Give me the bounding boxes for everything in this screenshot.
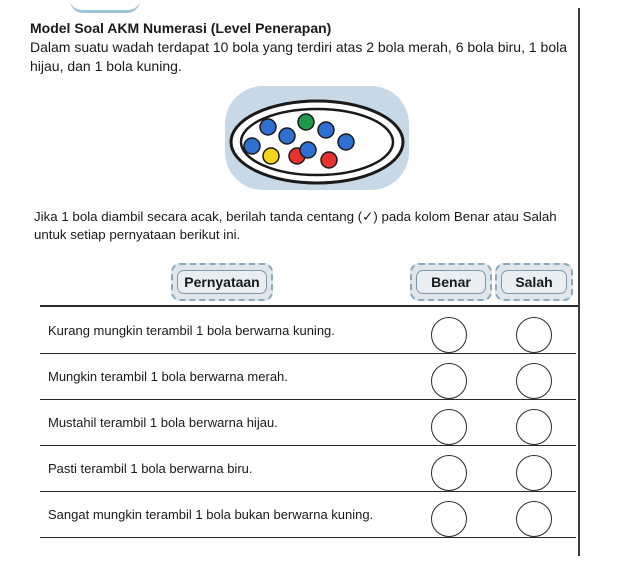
blue-ball	[244, 138, 260, 154]
intro-line: hijau, dan 1 bola kuning.	[30, 58, 182, 74]
salah-checkbox[interactable]	[516, 317, 552, 353]
statement-text: Sangat mungkin terambil 1 bola bukan berwarna kuning.	[48, 507, 374, 522]
blue-ball	[318, 122, 334, 138]
header-benar	[410, 263, 492, 301]
yellow-ball	[263, 148, 279, 164]
benar-checkbox[interactable]	[431, 501, 467, 537]
page-title: Model Soal AKM Numerasi (Level Penerapan)	[30, 20, 332, 36]
bowl-inner-rim	[241, 109, 393, 175]
table-row	[40, 447, 576, 492]
statement-text: Pasti terambil 1 bola berwarna biru.	[48, 461, 253, 476]
table-row	[40, 309, 576, 354]
question-line: Jika 1 bola diambil secara acak, berilah tanda centang (✓) pada kolom Benar atau Salah	[34, 209, 557, 224]
decorative-top-mark	[70, 0, 140, 13]
header-salah	[495, 263, 573, 301]
table-row	[40, 401, 576, 446]
table-row	[40, 493, 576, 538]
statement-text: Mustahil terambil 1 bola berwarna hijau.	[48, 415, 278, 430]
blue-ball	[260, 119, 276, 135]
header-pernyataan	[171, 263, 273, 301]
question-paragraph	[34, 208, 579, 244]
salah-checkbox[interactable]	[516, 455, 552, 491]
ball-container-illustration	[222, 84, 412, 194]
blue-ball	[300, 142, 316, 158]
benar-checkbox[interactable]	[431, 409, 467, 445]
header-label: Benar	[416, 270, 486, 294]
table-row	[40, 355, 576, 400]
page-margin-rule	[578, 8, 580, 556]
benar-checkbox[interactable]	[431, 363, 467, 399]
question-line: untuk setiap pernyataan berikut ini.	[34, 227, 241, 242]
blue-ball	[338, 134, 354, 150]
benar-checkbox[interactable]	[431, 455, 467, 491]
salah-checkbox[interactable]	[516, 501, 552, 537]
green-ball	[298, 114, 314, 130]
blue-ball	[279, 128, 295, 144]
benar-checkbox[interactable]	[431, 317, 467, 353]
red-ball	[321, 152, 337, 168]
header-label: Pernyataan	[177, 270, 267, 294]
statement-text: Kurang mungkin terambil 1 bola berwarna kuning.	[48, 323, 335, 338]
intro-line: Dalam suatu wadah terdapat 10 bola yang terdiri atas 2 bola merah, 6 bola biru, 1 bola	[30, 39, 568, 55]
intro-paragraph	[30, 38, 576, 76]
salah-checkbox[interactable]	[516, 409, 552, 445]
salah-checkbox[interactable]	[516, 363, 552, 399]
header-label: Salah	[501, 270, 567, 294]
header-divider	[40, 305, 578, 307]
statement-text: Mungkin terambil 1 bola berwarna merah.	[48, 369, 288, 384]
